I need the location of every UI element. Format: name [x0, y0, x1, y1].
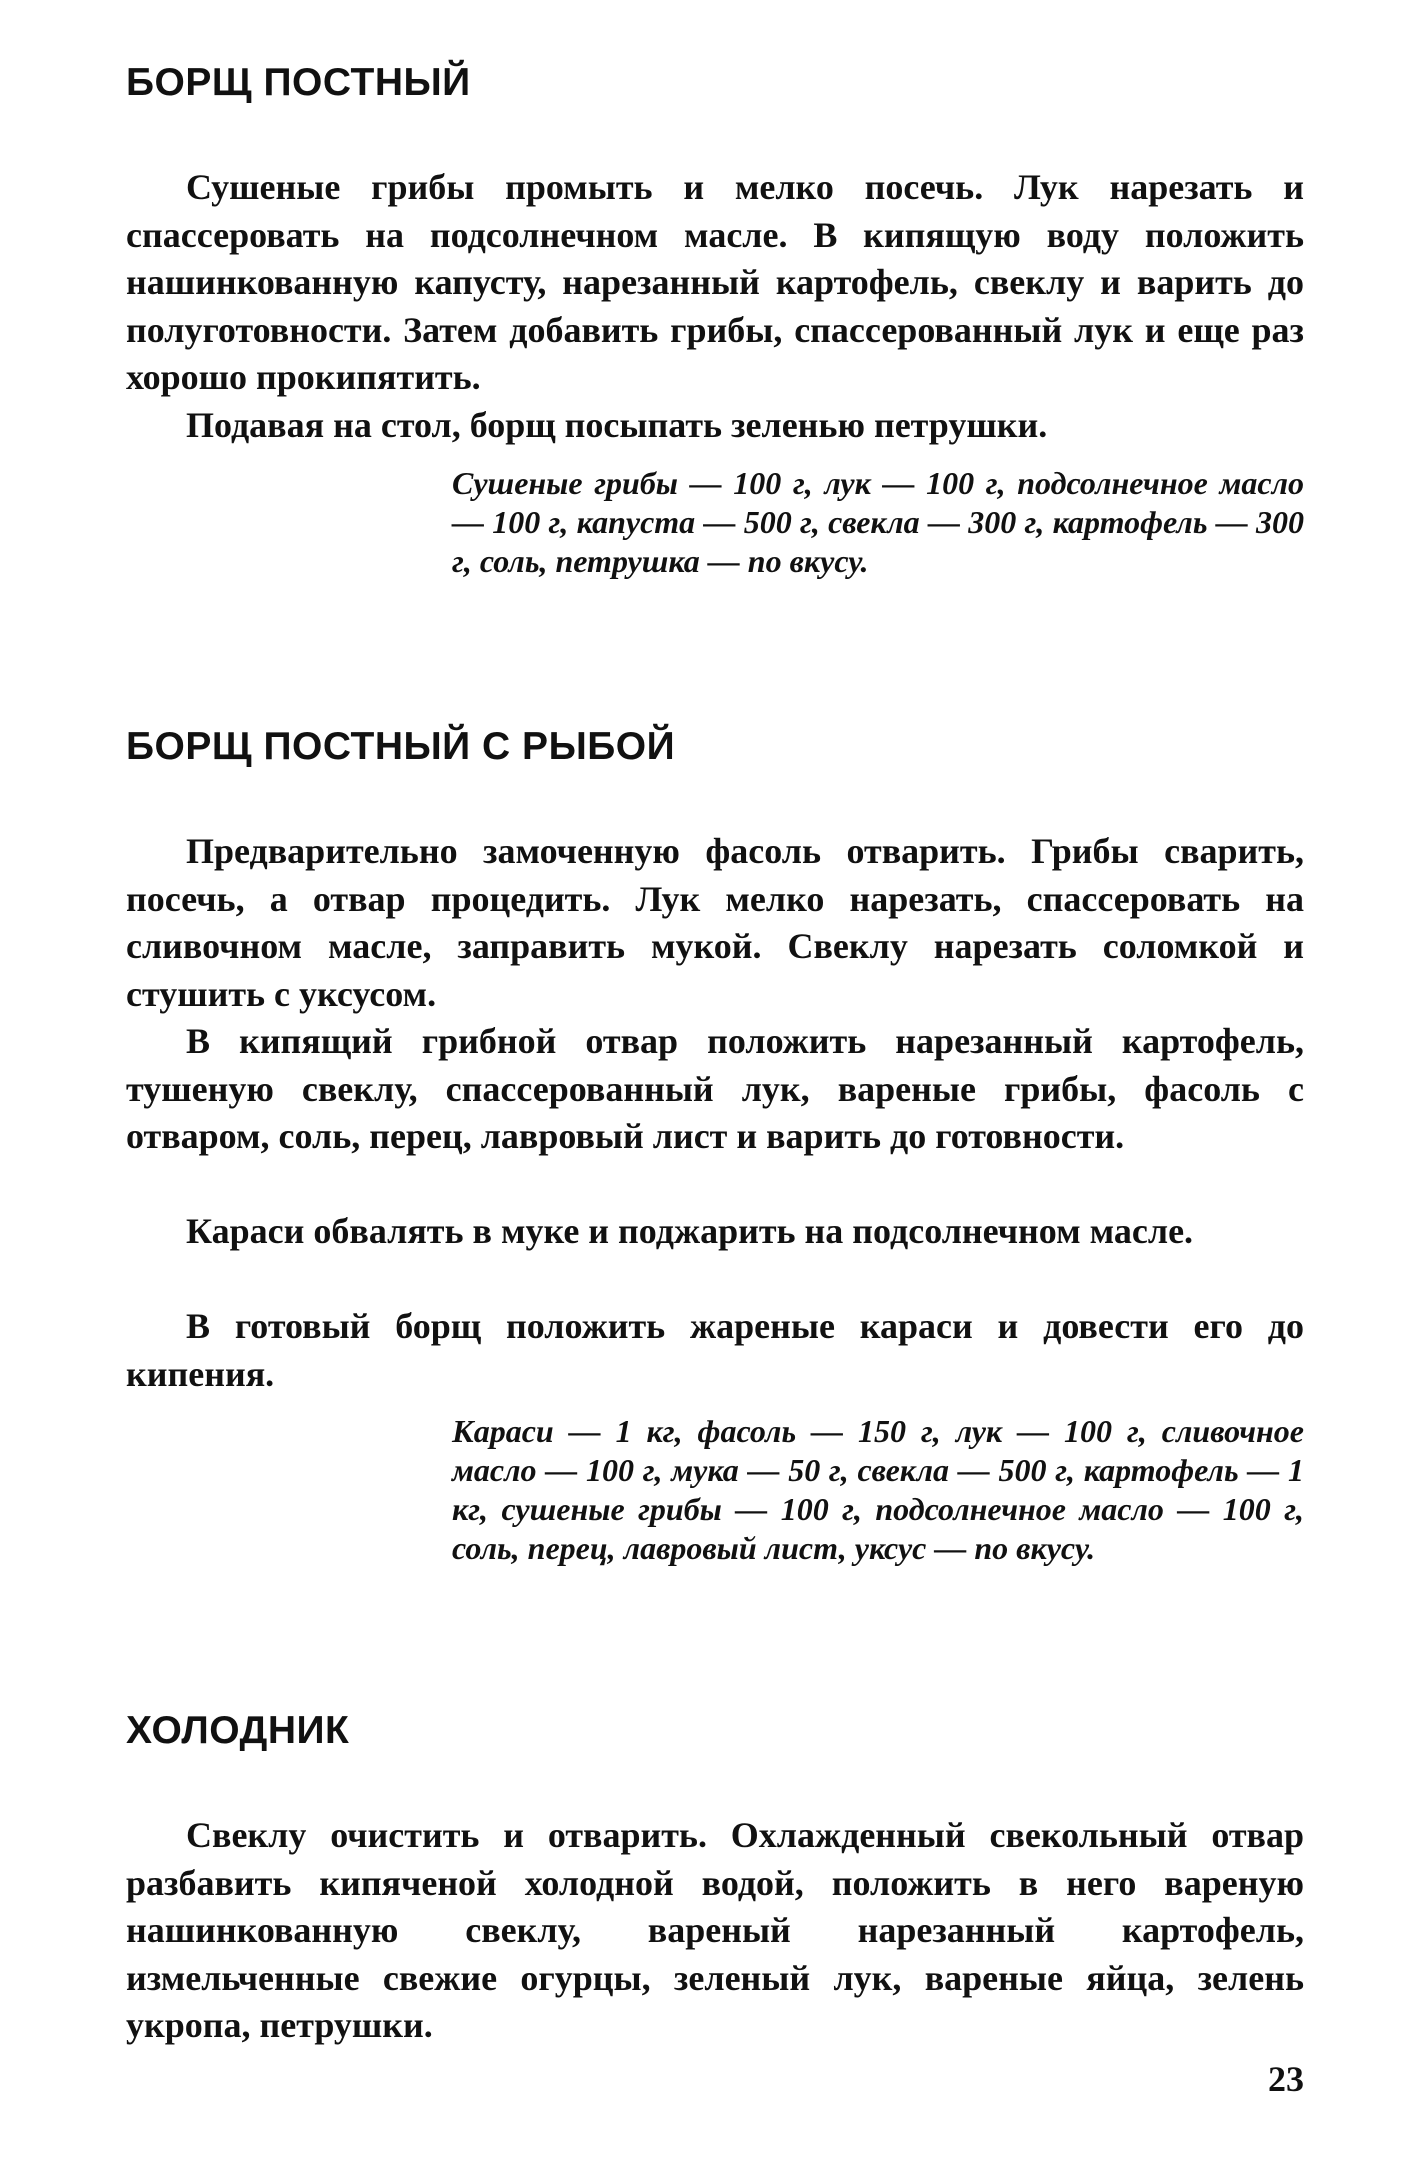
recipe-paragraph: Подавая на стол, борщ посыпать зеленью петрушки.: [186, 405, 1048, 445]
ingredients-list: Сушеные грибы — 100 г, лук — 100 г, подсолнечное масло — 100 г, капуста — 500 г, свекла — 300 г, картофель — 300 г, соль, петрушка — по вкусу.: [452, 465, 1304, 579]
recipe-title: БОРЩ ПОСТНЫЙ С РЫБОЙ: [126, 725, 676, 768]
recipe-paragraph: Свеклу очистить и отварить. Охлажденный свекольный отвар разбавить кипяченой холодной водой, положить в него вареную нашинкованную свеклу, вареный нарезанный картофель, измельченные свежие огурцы, зеленый лук, вареные яйца, зелень укропа, петрушки.: [126, 1815, 1304, 2045]
recipe-paragraph: В готовый борщ положить жареные караси и довести его до кипения.: [126, 1306, 1304, 1394]
recipe-paragraph: Сушеные грибы промыть и мелко посечь. Лук нарезать и спассеровать на подсолнечном масле. В кипящую воду положить нашинкованную капусту, нарезанный картофель, свеклу и варить до полуготовности. Затем добавить грибы, спассерованный лук и еще раз хорошо прокипятить.: [126, 167, 1304, 397]
recipe-title: БОРЩ ПОСТНЫЙ: [126, 61, 471, 104]
recipe-paragraph: Караси обвалять в муке и поджарить на подсолнечном масле.: [186, 1211, 1194, 1251]
page-number: 23: [1268, 2059, 1304, 2099]
recipe-paragraph: Предварительно замоченную фасоль отварить. Грибы сварить, посечь, а отвар процедить. Лук мелко нарезать, спассеровать на сливочном масле, заправить мукой. Свеклу нарезать соломкой и стушить с уксусом.: [126, 831, 1304, 1014]
ingredients-list: Караси — 1 кг, фасоль — 150 г, лук — 100 г, сливочное масло — 100 г, мука — 50 г, свекла — 500 г, картофель — 1 кг, сушеные грибы — 100 г, подсолнечное масло — 100 г, соль, перец, лавровый лист, уксус — по вкусу.: [452, 1413, 1304, 1566]
recipe-title: ХОЛОДНИК: [126, 1709, 350, 1752]
recipe-paragraph: В кипящий грибной отвар положить нарезанный картофель, тушеную свеклу, спассерованный лук, вареные грибы, фасоль с отваром, соль, перец, лавровый лист и варить до готовности.: [126, 1021, 1304, 1156]
